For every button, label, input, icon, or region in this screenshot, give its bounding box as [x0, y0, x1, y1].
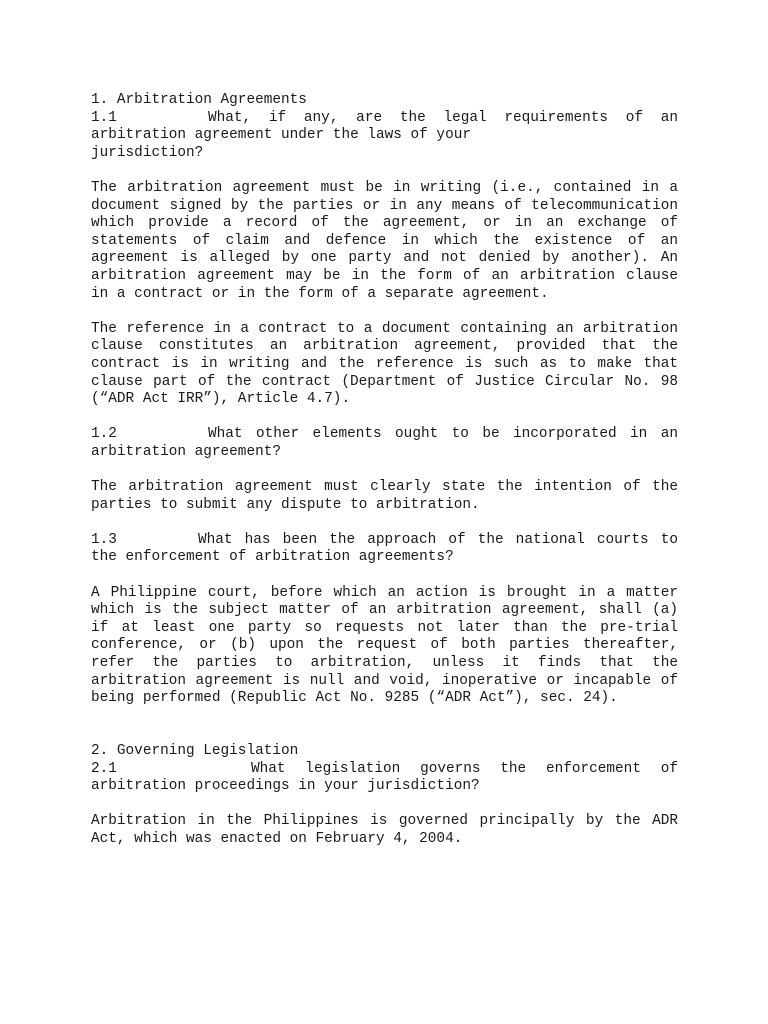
question-2-1-number: 2.1	[91, 760, 117, 777]
document-page	[91, 92, 678, 849]
question-1-3-text: What has been the approach of the national courts to the enforcement of arbitration agreements?	[91, 531, 678, 566]
answer-1-3: A Philippine court, before which an action is brought in a matter which is the subject matter of an arbitration agreement, shall (a) if at least one party so requests not later than the pre-trial conference, or (b) upon the request of both parties thereafter, refer the parties to arbitration, unless it finds that the arbitration agreement is null and void, inoperative or incapable of being performed (Republic Act No. 9285 (“ADR Act”), sec. 24).	[91, 584, 678, 707]
answer-1-1-paragraph-2: The reference in a contract to a document containing an arbitration clause constitutes an arbitration agreement, provided that the contract is in writing and the reference is such as to make that clause part of the contract (Department of Justice Circular No. 98 (“ADR Act IRR”), Article 4.7).	[91, 320, 678, 408]
question-2-1-text: What legislation governs the enforcement of arbitration proceedings in your jurisdiction?	[91, 760, 678, 795]
section-1-heading: 1. Arbitration Agreements	[91, 92, 307, 108]
question-1-3-number: 1.3	[91, 531, 117, 548]
question-1-1-line1: What, if any, are the legal requirements of an	[208, 109, 678, 126]
question-1-2-text: What other elements ought to be incorporated in an arbitration agreement?	[91, 426, 678, 460]
answer-1-1-paragraph-1: The arbitration agreement must be in writing (i.e., contained in a document signed by the parties or in any means of telecommunication which provide a record of the agreement, or in an exchange of statements of claim and defence in which the existence of an agreement is alleged by one party and not denied by another). An arbitration agreement may be in the form of an arbitration clause in a contract or in the form of a separate agreement.	[91, 179, 678, 302]
question-1-1-line3: jurisdiction?	[91, 144, 204, 161]
question-1-1-line2: arbitration agreement under the laws of your	[91, 127, 471, 144]
question-1-3	[91, 532, 678, 567]
question-1-2-number: 1.2	[91, 426, 117, 443]
question-1-2	[91, 426, 678, 461]
answer-1-2: The arbitration agreement must clearly state the intention of the parties to submit any dispute to arbitration.	[91, 479, 678, 513]
question-1-1	[91, 110, 678, 163]
question-1-1-number: 1.1	[91, 109, 117, 126]
question-2-1	[91, 761, 678, 796]
section-2-heading: 2. Governing Legislation	[91, 742, 299, 759]
answer-2-1: Arbitration in the Philippines is governed principally by the ADR Act, which was enacted on February 4, 2004.	[91, 813, 678, 847]
